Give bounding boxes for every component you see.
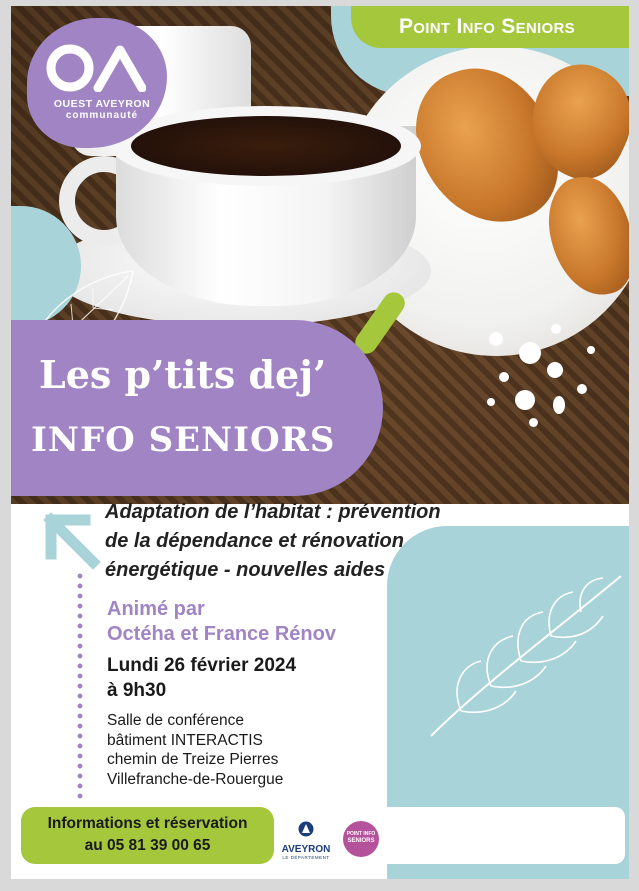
dotted-line [77, 571, 83, 801]
aveyron-name: AVEYRON [281, 844, 331, 855]
banner-text: Point Info Seniors [399, 15, 575, 38]
decor-dot [587, 346, 595, 354]
address-line-1: Salle de conférence [107, 712, 245, 729]
date-line-1: Lundi 26 février 2024 [107, 655, 297, 676]
address-line-3: chemin de Treize Pierres [107, 751, 279, 768]
logo-sub: communauté [65, 110, 139, 121]
leaf-icon [421, 566, 629, 746]
aveyron-logo [281, 821, 331, 860]
decor-dot [515, 390, 535, 410]
aveyron-logo-icon [298, 821, 314, 837]
title-background [11, 320, 383, 496]
title-line-1: Les p’tits dej’ [39, 352, 327, 397]
subtitle-line-1: Adaptation de l’habitat : prévention [105, 501, 441, 523]
flyer-page [11, 6, 629, 879]
presenter-line-2: Octéha et France Rénov [107, 623, 336, 645]
decor-dot [551, 324, 561, 334]
aveyron-sub: LE DÉPARTEMENT [282, 855, 330, 860]
event-subtitle [105, 498, 575, 585]
decor-dot [499, 372, 509, 382]
coffee [131, 116, 401, 176]
decor-dot [487, 398, 495, 406]
decor-dot [489, 332, 503, 346]
address-line-2: bâtiment INTERACTIS [107, 731, 263, 749]
arrow-up-left-icon [37, 506, 107, 576]
subtitle-line-3: énergétique - nouvelles aides [105, 559, 386, 581]
address-line-4: Villefranche-de-Rouergue [107, 770, 284, 788]
event-date [107, 653, 296, 703]
decor-dot [577, 384, 587, 394]
info-box [21, 807, 274, 864]
decor-dot [547, 362, 563, 378]
pis-line-1: POINT INFO [346, 831, 376, 837]
presenter-line-1: Animé par [107, 598, 205, 620]
point-info-seniors-logo-icon [343, 821, 379, 857]
title-line-2: INFO SENIORS [31, 420, 336, 460]
date-line-2: à 9h30 [107, 680, 167, 701]
presenter [107, 597, 336, 647]
info-line-1: Informations et réservation [47, 815, 248, 832]
decor-dot [553, 396, 565, 414]
decor-dot [519, 342, 541, 364]
info-phone: au 05 81 39 00 65 [84, 837, 211, 854]
decor-dot [529, 418, 538, 427]
pis-line-2: SENIORS [347, 838, 375, 844]
subtitle-line-2: de la dépendance et rénovation [105, 530, 404, 552]
logo-name: OUEST AVEYRON [53, 98, 151, 110]
ouest-aveyron-logo-icon [46, 44, 146, 92]
event-address [107, 711, 283, 789]
